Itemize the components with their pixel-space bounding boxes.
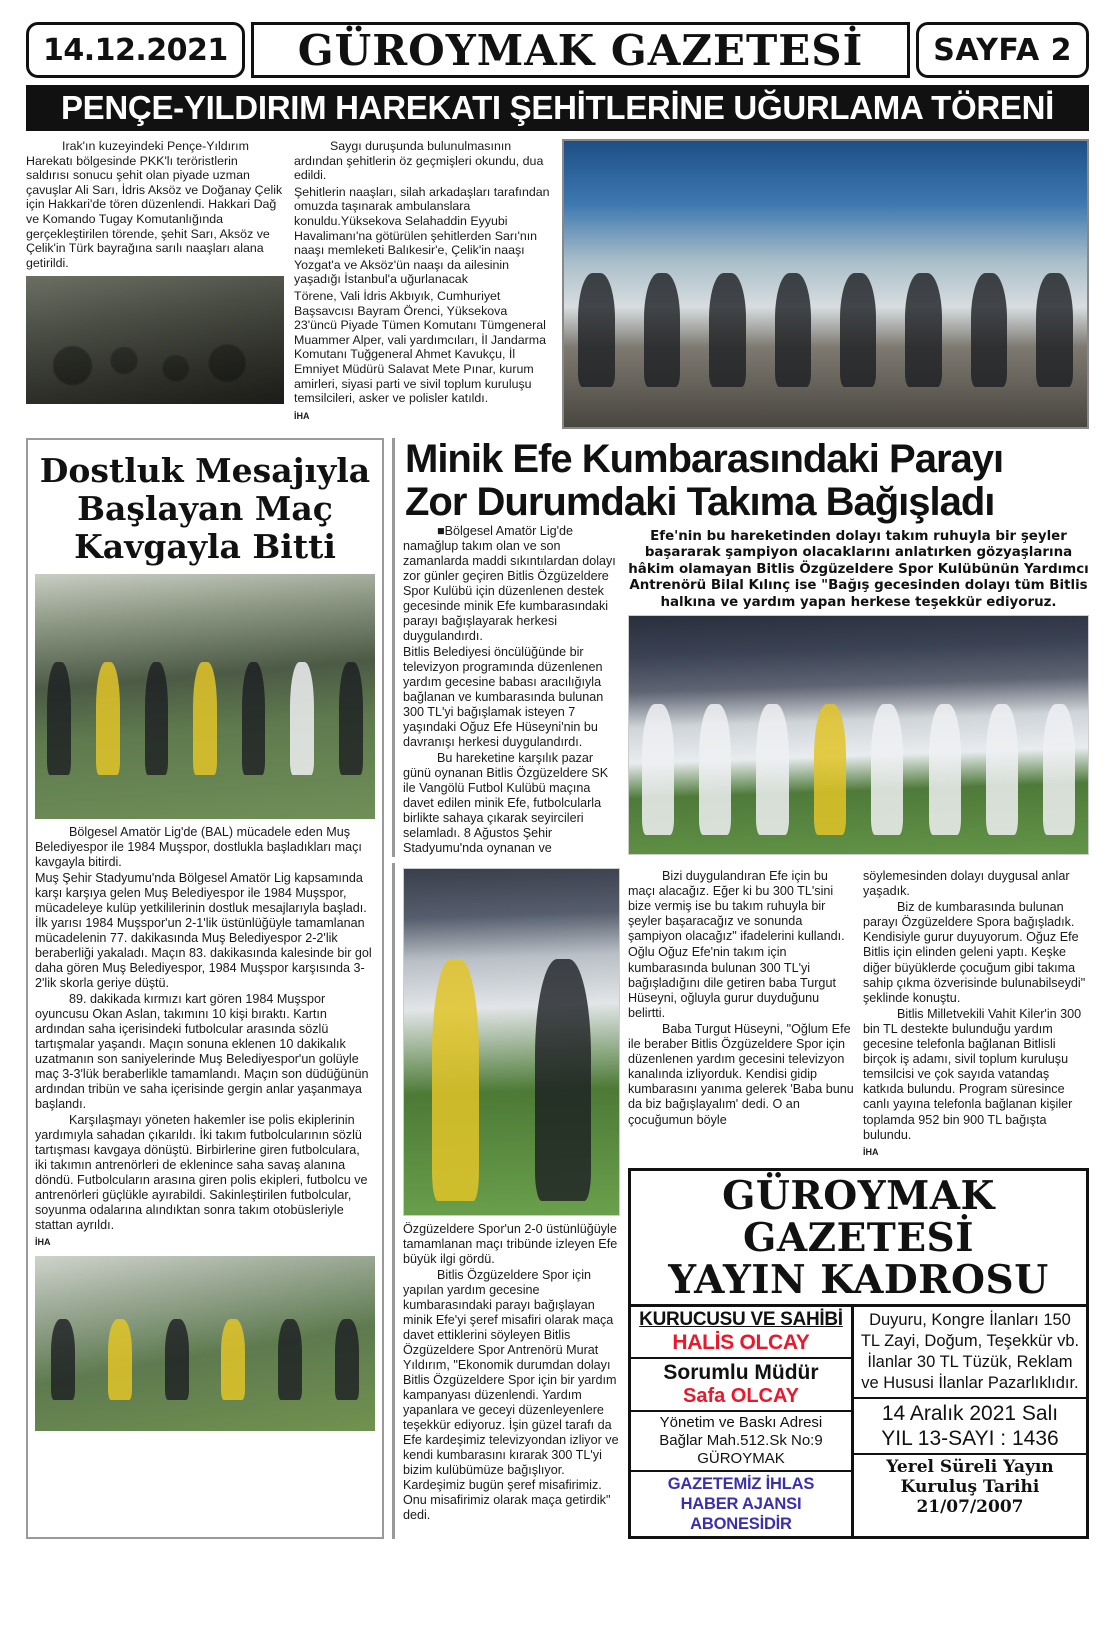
article2-p4: Karşılaşmayı yöneten hakemler ise polis ekiplerinin yardımıyla sahadan çıkarıldı. İki takım futbolcularının sözlü tartışması kavgaya dönüştü. Birbirlerine giren futbolculara, iki takımın antrenörleri de eklenince saha savaş alanına döndü. Futbolcuların arasına giren polis ekipleri, futbolcu ve antrenörleri güçlükle ayırabildi. Sakinleştirilen futbolcular, soyunma odalarına alındıktan sonra takım otobüsleriyle stattan ayrıldı. bbox=[35, 1113, 368, 1232]
article-friendship-match bbox=[26, 438, 384, 1539]
article3-p5: Bitlis Özgüzeldere Spor için yapılan yardım gecesine kumbarasındaki parayı bağışlayan minik Efe'yi şeref misafiri olarak maça davet ettiklerini söyleyen Bitlis Özgüzeldere Spor Antrenörü Murat Yıldırım, "Ekonomik durumdan dolayı Bitlis Özgüzeldere Spor için bir yardım kampanyası düzenlendi. Yardım yapanlara ve geceyi düzenleyenlere teşekkür ediyoruz. İşin güzel tarafı da Efe kardeşimiz televizyondan izliyor ve kendi kumbarasını kırarak 300 TL'yi bizim kulübümüze bağışlıyor. Kardeşimiz bugün şeref misafirimiz. Onu misafirimiz olarak maça getirdik" dedi. bbox=[403, 1268, 619, 1522]
article3-lead bbox=[403, 524, 620, 644]
military-funeral-procession-photo bbox=[562, 139, 1089, 429]
football-players-on-pitch-photo bbox=[35, 1256, 375, 1431]
colophon-address-line1: Bağlar Mah.512.Sk No:9 bbox=[659, 1431, 823, 1449]
article3-p4: Özgüzeldere Spor'un 2-0 üstünlüğüyle tamamlanan maçı tribünde izleyen Efe büyük ilgi gördü. bbox=[403, 1222, 618, 1266]
article3-right-col-1 bbox=[628, 869, 854, 1160]
article3-r2: Oğlu Oğuz Efe'nin takım için kumbarasında bulunan 300 TL'yi bağışladığını dile getiren baba Turgut Hüseyni, oğluyla gurur duyduğunu belirtti. bbox=[628, 945, 836, 1020]
colophon-ihlas-line2: HABER AJANSI ABONESİDİR bbox=[680, 1494, 802, 1533]
masthead-title: GÜROYMAK GAZETESİ bbox=[251, 22, 910, 78]
colophon-founder-label: KURUCUSU VE SAHİBİ bbox=[639, 1308, 843, 1330]
article3-lead-column bbox=[392, 524, 620, 857]
article2-headline-line3: Kavgayla Bitti bbox=[74, 527, 336, 566]
article3-r6: Bitlis Milletvekili Vahit Kiler'in 300 bin TL destekte bulunduğu yardım gecesine telefonla bağlanan Bitlisli birçok iş adamı, sivil toplum kuruluşu temsilcisi ve çok sayıda vatandaş katkıda bulundu. Program süresince canlı yayına telefonla bağlanan kişiler toplamda 952 bin 900 TL bağışta bulundu. bbox=[863, 1006, 1082, 1142]
masthead-page-number: SAYFA 2 bbox=[916, 22, 1089, 78]
article3-headline bbox=[392, 438, 1089, 524]
article3-lead-text: Bölgesel Amatör Lig'de namağlup takım olan ve son zamanlarda maddi sıkıntılardan dolayı zor günler geçiren Bitlis Özgüzeldere Spor Kulübü için düzenlenen destek gecesinde minik Efe kumbarasındaki parayı bağışlayarak herkesi duygulandırdı. bbox=[403, 524, 616, 643]
article2-p1: Bölgesel Amatör Lig'de (BAL) mücadele eden Muş Belediyespor ile 1984 Muşspor, dostlukla başladıkları maçı kavgayla bitirdi. bbox=[35, 825, 362, 869]
football-team-lineup-photo bbox=[628, 615, 1089, 855]
colophon-local-line1: Yerel Süreli Yayın bbox=[886, 1456, 1054, 1477]
article3-p3: Bu hareketine karşılık pazar günü oynanan Bitlis Özgüzeldere SK ile Vangölü Futbol Kulübü maçına davet edilen minik Efe, futbolcularla birlikte sahaya çıkarak seyircileri selamladı. 8 Ağustos Şehir Stadyumu'nda oynanan ve bbox=[403, 751, 609, 855]
colophon-box bbox=[628, 1168, 1089, 1539]
article2-agency-credit: İHA bbox=[35, 1237, 51, 1247]
colophon-date-line1: 14 Aralık 2021 Salı bbox=[881, 1401, 1059, 1425]
colophon-local-line3: 21/07/2007 bbox=[916, 1496, 1024, 1517]
article3-p2: Bitlis Belediyesi öncülüğünde bir televizyon programında düzenlenen yardım gecesine babası aracılığıyla bağlanan ve kumbarasında bulunan 300 TL'yi bağışlamak isteyen 7 yaşındaki Oğuz Efe Hüseyni'nin bu davranışı herkesi duygulandırdı. bbox=[403, 645, 604, 749]
colophon-address-line2: GÜROYMAK bbox=[697, 1449, 785, 1467]
colophon-local-line2: Kuruluş Tarihi bbox=[900, 1476, 1040, 1497]
colophon-issue-line: YIL 13-SAYI : 1436 bbox=[881, 1426, 1059, 1450]
article2-headline bbox=[35, 446, 375, 574]
article1-column-1 bbox=[26, 139, 284, 429]
colophon-ihlas-line1: GAZETEMİZ İHLAS bbox=[667, 1474, 815, 1493]
masthead-date: 14.12.2021 bbox=[26, 22, 245, 78]
boy-with-player-photo bbox=[403, 868, 620, 1216]
article1-col2-p2: Şehitlerin naaşları, silah arkadaşları tarafından omuzda taşınarak ambulanslara konuldu.Yüksekova Selahaddin Eyyubi Havalimanı'na götürülen şehitlerden Sarı'nın naaşı memleketi Balıkesir'e, Çelik'in naaşı Yozgat'a ve Aksöz'ün naaşı da ailesinin yaşadığı İstanbul'a uğurlanacak bbox=[294, 184, 550, 287]
article3-headline-line1: Minik Efe Kumbarasındaki Parayı bbox=[405, 437, 1004, 481]
imam-at-ceremony-photo bbox=[26, 276, 284, 404]
article-funeral-ceremony bbox=[26, 139, 1089, 429]
article3-r4: söylemesinden dolayı duygusal anlar yaşadık. bbox=[863, 869, 1070, 899]
article3-headline-line2: Zor Durumdaki Takıma Bağışladı bbox=[405, 480, 995, 524]
article2-p3: 89. dakikada kırmızı kart gören 1984 Muşspor oyuncusu Okan Aslan, takımını 10 kişi bıraktı. Kartın ardından saha içerisindeki futbolcular arasında sözlü tartışmalar yaşandı. Maçın sonuna eklenen 10 dakikalık uzatmanın son saniyelerinde Muş Belediyespor'un golüyle maç 3-3'lük beraberlikle tamamlandı. Maçın son düdüğünün ardından tribün ve saha içerisinde gergin anlar yaşanmaya başlandı. bbox=[35, 992, 369, 1111]
colophon-title bbox=[631, 1171, 1086, 1304]
article3-right-col-2 bbox=[863, 869, 1089, 1160]
colophon-title-line2: YAYIN KADROSU bbox=[668, 1256, 1049, 1303]
mid-section bbox=[26, 438, 1089, 1539]
article-efe-donation bbox=[392, 438, 1089, 1539]
article1-col2-p1: Saygı duruşunda bulunulmasının ardından şehitlerin öz geçmişleri okundu, dua edildi. bbox=[294, 139, 544, 183]
article1-column-2 bbox=[294, 139, 552, 429]
masthead bbox=[26, 22, 1089, 78]
colophon-founder-name: HALİS OLCAY bbox=[672, 1330, 810, 1354]
article2-p2: Muş Şehir Stadyumu'nda Bölgesel Amatör Lig kapsamında karşı karşıya gelen Muş Belediyespor ile 1984 Muşspor, mücadeleye kulüp yetkililerinin dostluk mesajlarıyla başladı. İlk yarısı 1984 Muşspor'un 2-1'lik üstünlüğüyle tamamlanan mücadelenin 77. dakikasında Muş Belediyespor 2-2'lik beraberliği yakaladı. Maçın 83. dakikasında kalesinde bir gol daha gören Muş Belediyespor, 1984 Muşspor karşısında 3-2'lik skorla geriye düştü. bbox=[35, 871, 372, 990]
article3-agency-credit: İHA bbox=[863, 1146, 879, 1157]
colophon-address-label: Yönetim ve Baskı Adresi bbox=[659, 1413, 823, 1431]
article1-col1-text: Irak'ın kuzeyindeki Pençe-Yıldırım Harekatı bölgesinde PKK'lı teröristlerin saldırısı sonucu şehit olan piyade uzman çavuşlar Ali Sarı, İdris Aksöz ve Doğanay Çelik için Hakkari'de tören düzenlendi. Hakkari Dağ ve Komando Tugay Komutanlığında gerçekleştirilen törende, şehit Sarı, Aksöz ve Çelik'in Türk bayrağına sarılı naaşları alana getirildi. bbox=[26, 139, 283, 270]
article3-r5: Biz de kumbarasında bulunan parayı Özgüzeldere Spora bağışladık. Kendisiyle gurur duyuyorum. Oğuz Efe Bitlis için elinden geleni yaptı. Keşke diğer büyüklerde çocuğum gibi takıma sahip çıkma özverisinde bulunabilseydi" şeklinde konuştu. bbox=[863, 900, 1086, 1005]
section-banner: PENÇE-YILDIRIM HAREKATI ŞEHİTLERİNE UĞURLAMA TÖRENİ bbox=[26, 85, 1089, 131]
article3-right-body-and-colophon bbox=[628, 863, 1089, 1539]
article1-col2-p3: Törene, Vali İdris Akbıyık, Cumhuriyet Başsavcısı Bayram Örenci, Yüksekova 23'üncü Piyade Tümen Komutanı Tümgeneral Muammer Alper, vali yardımcıları, İl Jandarma Komutanı Tuğgeneral Ahmet Kavukçu, İl Emniyet Müdürü Salavat Mete Pınar, kurum amirleri, siyasi parti ve sivil toplum kuruluşu temsilcileri, asker ve polisler katıldı. bbox=[294, 288, 547, 406]
colophon-manager-label: Sorumlu Müdür bbox=[663, 1360, 819, 1384]
colophon-title-line1: GÜROYMAK GAZETESİ bbox=[722, 1172, 995, 1261]
article1-agency-credit: İHA bbox=[294, 410, 310, 421]
article3-subhead: Efe'nin bu hareketinden dolayı takım ruhuyla bir şeyler başararak şampiyon olacaklarını anlatırken gözyaşlarına hâkim olamayan Bitlis Özgüzeldere Spor Kulübünün Yardımcı Antrenörü Bilal Kılınç ise "Bağış gecesinden dolayı tüm Bitlis halkına ve yardım yapan herkese teşekkür ediyoruz. bbox=[628, 529, 1089, 610]
article2-headline-line1: Dostluk Mesajıyla bbox=[39, 451, 371, 490]
article3-r3: Baba Turgut Hüseyni, "Oğlum Efe ile beraber Bitlis Özgüzeldere Spor için düzenlenen yardım gecesini televizyon kanalında izliyorduk. Kendisi gidip kumbarasını yanıma gelerek 'Baba bunu da biz bağışlayalım' dedi. O an çocuğumun böyle bbox=[628, 1021, 854, 1127]
colophon-manager-name: Safa OLCAY bbox=[682, 1384, 799, 1407]
article2-headline-line2: Başlayan Maç bbox=[77, 489, 333, 528]
article3-r1: Bizi duygulandıran Efe için bu maçı alacağız. Eğer ki bu 300 TL'sini bize vermiş ise bu takım ruhuyla bir şeyler başaracağız ve sonunda şampiyon olacağız" ifadelerini kullandı. bbox=[628, 869, 845, 944]
article3-subhead-and-photo bbox=[628, 524, 1089, 857]
football-brawl-photo bbox=[35, 574, 375, 819]
article3-photo-and-body-column bbox=[392, 863, 620, 1539]
colophon-ad-rates: Duyuru, Kongre İlanları 150 TL Zayi, Doğum, Teşekkür vb. İlanlar 30 TL Tüzük, Reklam ve Hususi İlanlar Pazarlıklıdır. bbox=[860, 1310, 1080, 1392]
article2-body bbox=[35, 825, 375, 1250]
lead-bullet-icon: ■ bbox=[437, 524, 445, 538]
